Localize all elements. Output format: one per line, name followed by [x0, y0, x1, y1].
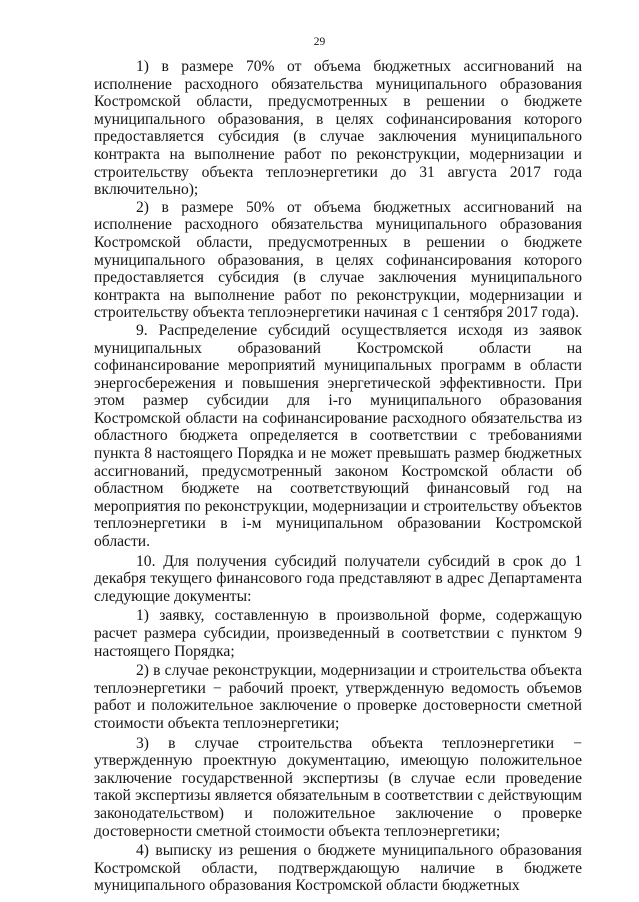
- paragraph-document-design-documentation: 3) в случае строительства объекта теплоэнергетики − утвержденную проектную документацию, имеющую положительное заключение государственной экспертизы (в случае если проведение такой экспертизы является обязательным в соответствии с действующим законодательством) и положительное заключение о проверке достоверности сметной стоимости объекта теплоэнергетики;: [94, 734, 582, 840]
- paragraph-item-10-documents: 10. Для получения субсидий получатели субсидий в срок до 1 декабря текущего финансового года представляют в адрес Департамента следующие документы:: [94, 552, 582, 605]
- page-number: 29: [313, 36, 326, 48]
- paragraph-subsidy-50-percent: 2) в размере 50% от объема бюджетных ассигнований на исполнение расходного обязательства муниципального образования Костромской области, предусмотренных в решении о бюджете муниципального образования, в целях софинансирования которого предоставляется субсидия (в случае заключения муниципального контракта на выполнение работ по реконструкции, модернизации и строительству объекта теплоэнергетики начиная с 1 сентября 2017 года).: [94, 198, 582, 322]
- paragraph-item-9-distribution: 9. Распределение субсидий осуществляется исходя из заявок муниципальных образований Костромской области на софинансирование мероприятий муниципальных программ в области энергосбережения и повышения энергетической эффективности. При этом размер субсидии для i-го муниципального образования Костромской области на софинансирование расходного обязательства из областного бюджета определяется в соответствии с требованиями пункта 8 настоящего Порядка и не может превышать размер бюджетных ассигнований, предусмотренный законом Костромской области об областном бюджете на соответствующий финансовый год на мероприятия по реконструкции, модернизации и строительству объектов теплоэнергетики в i-м муниципальном образовании Костромской области.: [94, 321, 582, 551]
- paragraph-document-application: 1) заявку, составленную в произвольной форме, содержащую расчет размера субсидии, произведенный в соответствии с пунктом 9 настоящего Порядка;: [94, 607, 582, 660]
- document-body: [94, 58, 582, 895]
- paragraph-document-working-project: 2) в случае реконструкции, модернизации и строительства объекта теплоэнергетики − рабочий проект, утвержденную ведомость объемов работ и положительное заключение о проверке достоверности сметной стоимости объекта теплоэнергетики;: [94, 662, 582, 732]
- paragraph-subsidy-70-percent: 1) в размере 70% от объема бюджетных ассигнований на исполнение расходного обязательства муниципального образования Костромской области, предусмотренных в решении о бюджете муниципального образования, в целях софинансирования которого предоставляется субсидия (в случае заключения муниципального контракта на выполнение работ по реконструкции, модернизации и строительству объекта теплоэнергетики до 31 августа 2017 года включительно);: [94, 58, 582, 199]
- paragraph-document-budget-extract: 4) выписку из решения о бюджете муниципального образования Костромской области, подтверждающую наличие в бюджете муниципального образования Костромской области бюджетных: [94, 842, 582, 895]
